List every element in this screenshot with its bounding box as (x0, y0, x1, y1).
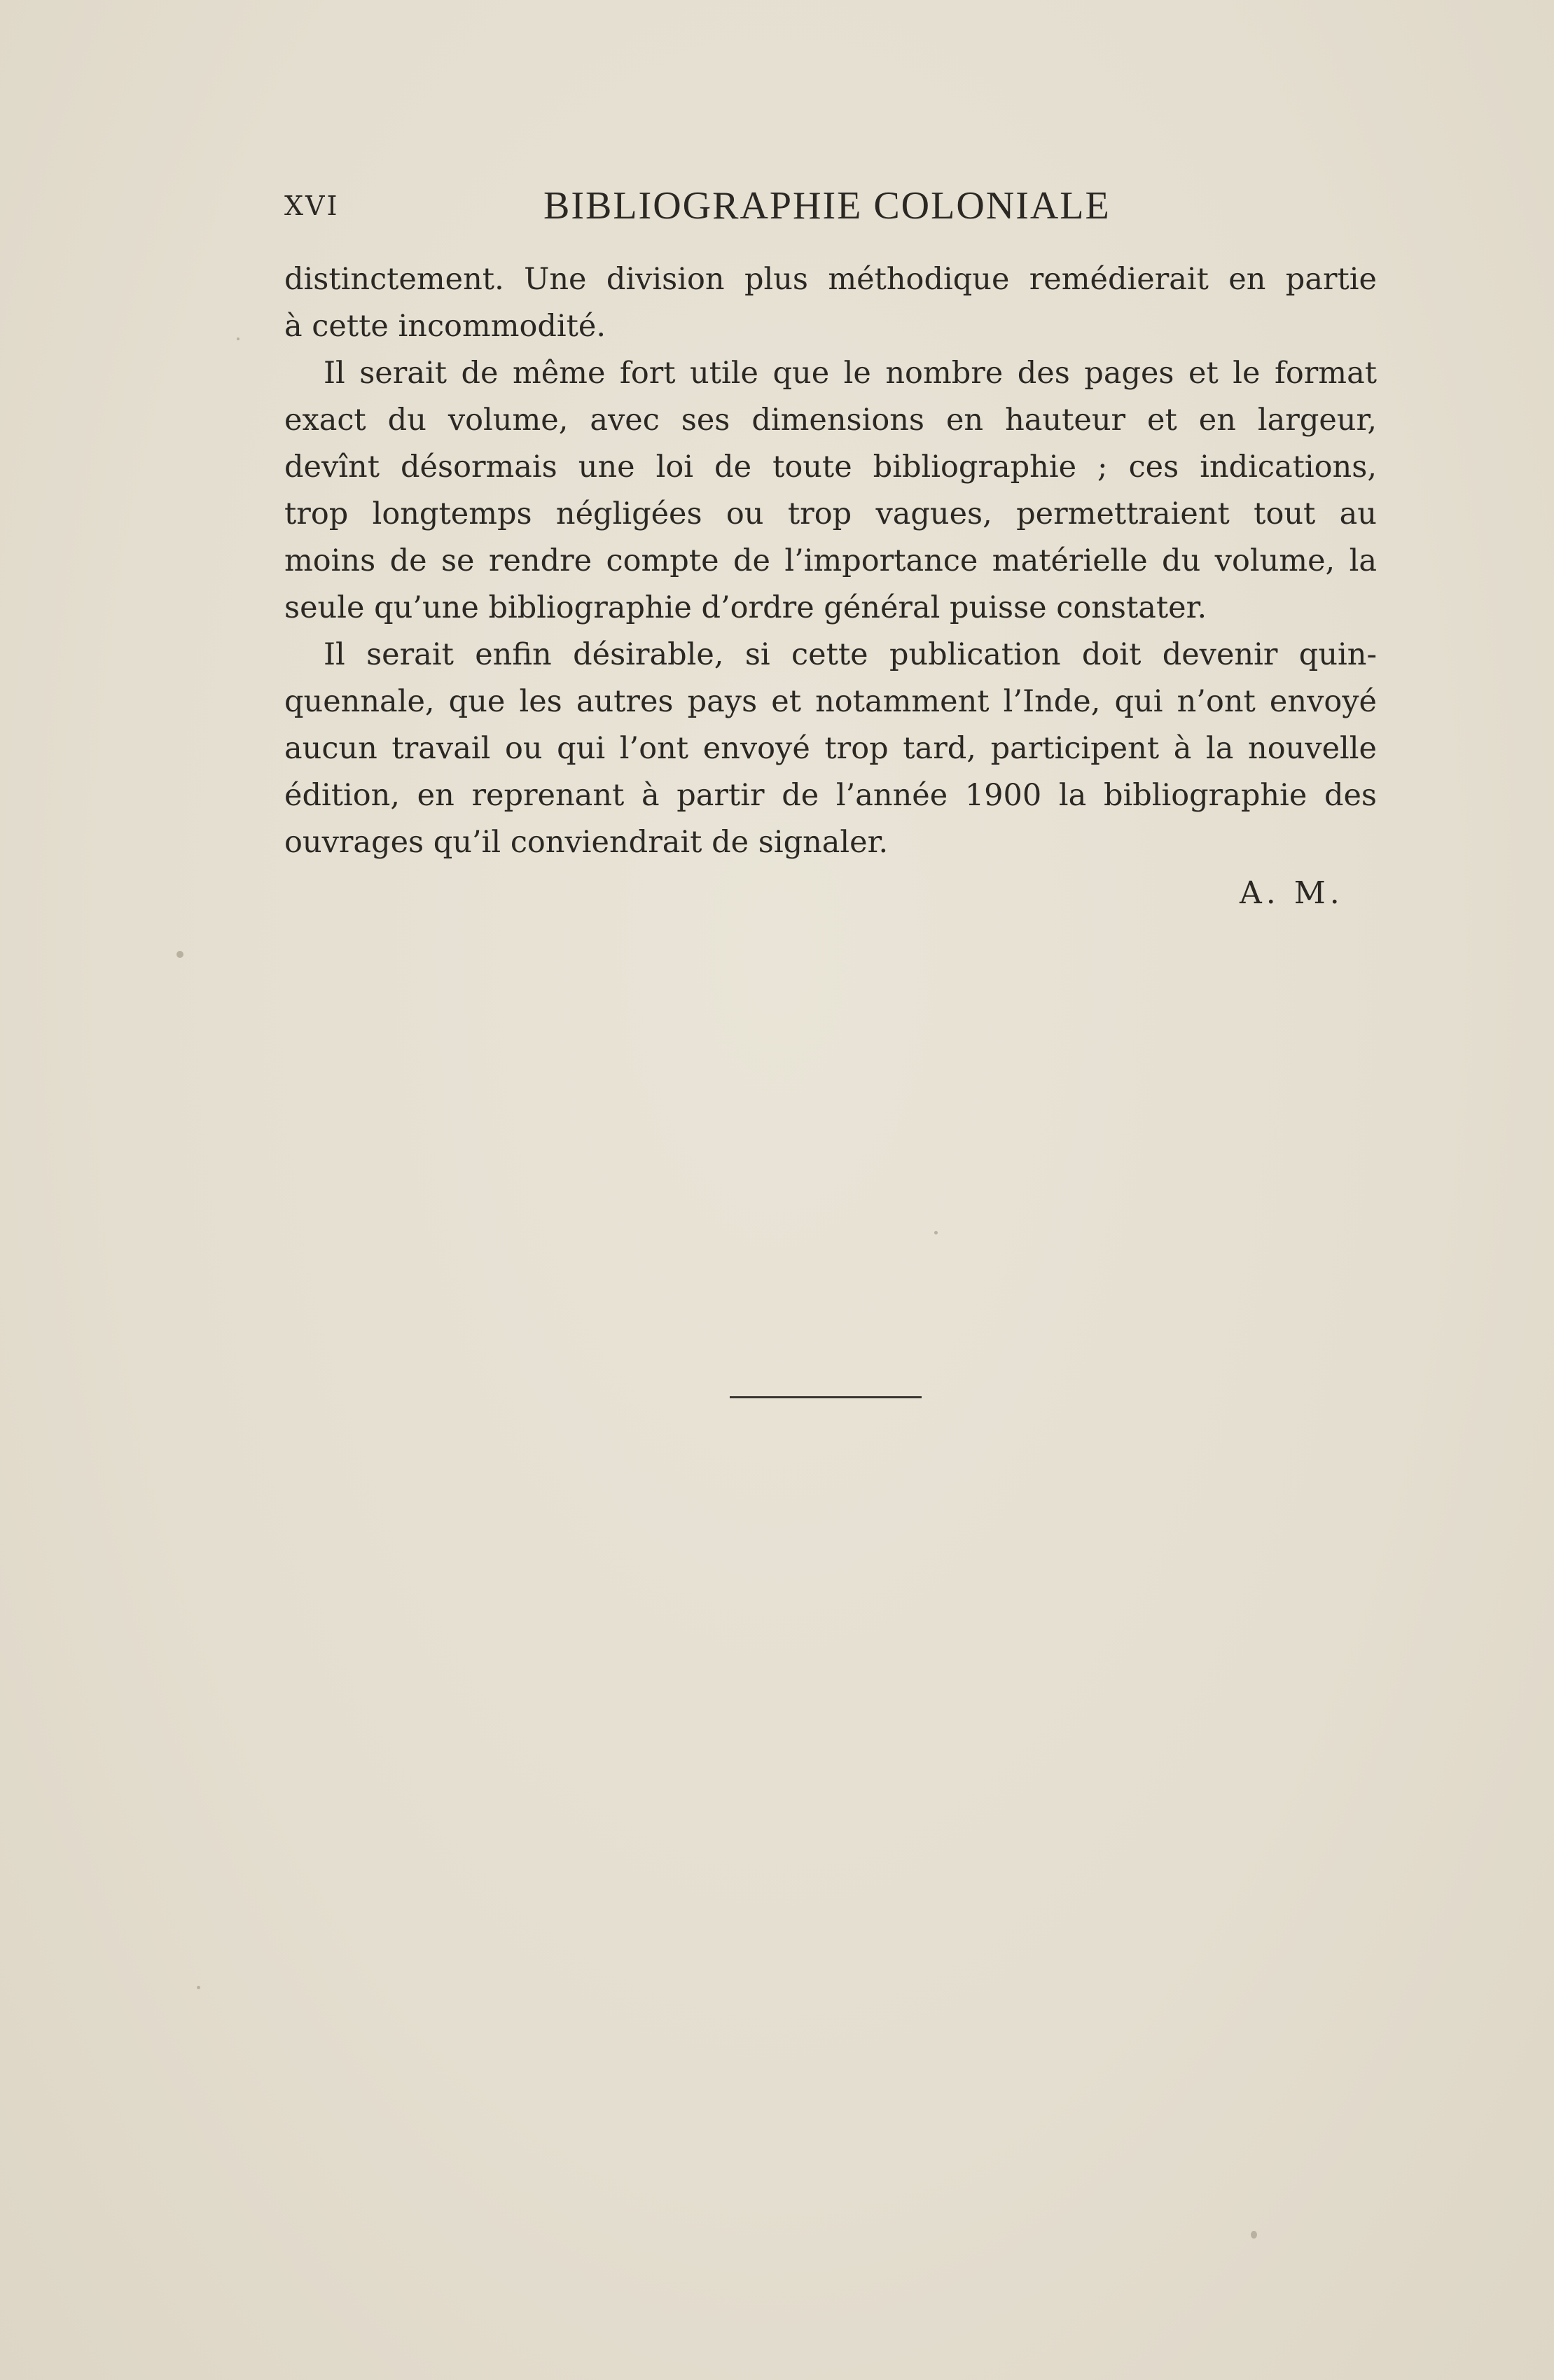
text-line: seule qu’une bibliographie d’ordre général puisse constater. (284, 590, 1207, 625)
text-line: quennale, que les autres pays et notamment l’Inde, qui n’ont envoyé (284, 684, 1377, 719)
text-line: à cette incommodité. (284, 309, 606, 344)
paper-speck (197, 1986, 200, 1989)
end-rule (730, 1396, 922, 1398)
running-title: BIBLIOGRAPHIE COLONIALE (543, 184, 1111, 228)
running-header (284, 183, 1377, 232)
paper-speck (1251, 2231, 1257, 2239)
text-line: Il serait de même fort utile que le nombre des pages et le format (324, 356, 1377, 391)
text-line: exact du volume, avec ses dimensions en hauteur et en largeur, (284, 403, 1377, 438)
signature: A. M. (1240, 875, 1344, 911)
text-line: moins de se rendre compte de l’importance matérielle du volume, la (284, 543, 1377, 578)
text-line: Il serait enfin désirable, si cette publication doit devenir quin- (324, 637, 1377, 672)
text-line: ouvrages qu’il conviendrait de signaler. (284, 825, 889, 860)
paper-speck (176, 951, 183, 958)
text-line: devînt désormais une loi de toute bibliographie ; ces indications, (284, 450, 1377, 485)
text-line: trop longtemps négligées ou trop vagues, permettraient tout au (284, 496, 1377, 531)
text-line: distinctement. Une division plus méthodique remédierait en partie (284, 262, 1377, 297)
body-text (284, 256, 1377, 866)
paper-speck (934, 1231, 938, 1234)
text-line: édition, en reprenant à partir de l’année 1900 la bibliographie des (284, 778, 1377, 813)
text-line: aucun travail ou qui l’ont envoyé trop tard, participent à la nouvelle (284, 731, 1377, 766)
page-number: XVI (284, 190, 340, 221)
paper-speck (237, 337, 240, 340)
